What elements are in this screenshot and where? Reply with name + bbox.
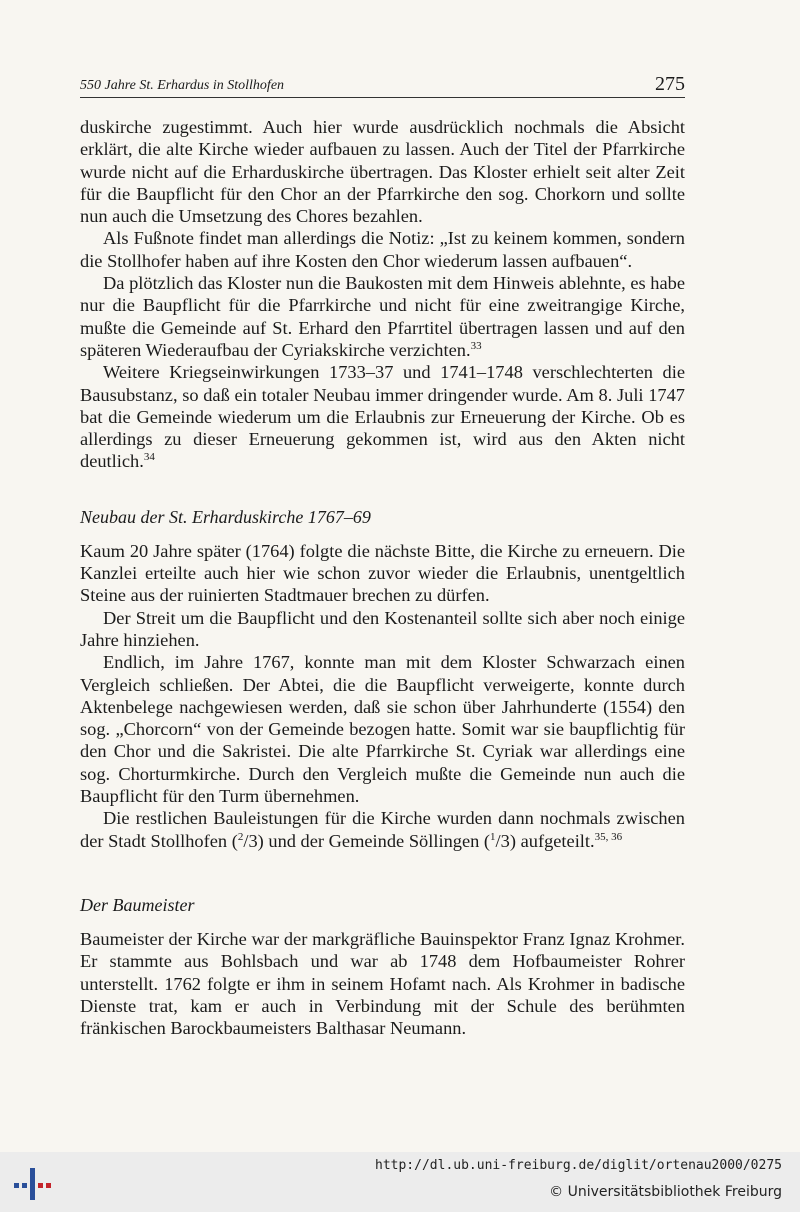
footer-bar xyxy=(0,1152,800,1212)
paragraph-text: Die restlichen Bauleistungen für die Kirche wurden dann nochmals zwischen der Stadt Stollhofen ( xyxy=(80,808,685,851)
paragraph-text: ) und der Gemeinde Söllingen ( xyxy=(257,830,491,851)
fraction-numerator: 1 xyxy=(490,830,496,843)
section-heading: Neubau der St. Erharduskirche 1767–69 xyxy=(80,506,371,527)
paragraph xyxy=(80,807,685,852)
paragraph: duskirche zugestimmt. Auch hier wurde ausdrücklich nochmals die Absicht erklärt, die alte Kirche wieder aufbauen zu lassen. Auch der Titel der Pfarrkirche wurde nicht auf die Erharduskirche übertragen. Das Kloster erhielt seit alter Zeit für die Baupflicht für den Chor an der Pfarrkirche den sog. Chorkorn und sollte nun auch die Umsetzung des Chores bezahlen. xyxy=(80,117,685,227)
copyright-notice: © Universitätsbibliothek Freiburg xyxy=(549,1184,782,1200)
footnote-ref: 34 xyxy=(143,451,155,464)
library-logo-icon xyxy=(12,1164,52,1204)
paragraph xyxy=(80,361,685,472)
paragraph: Als Fußnote findet man allerdings die Notiz: „Ist zu keinem kommen, sondern die Stollhofer haben auf ihre Kosten den Chor wiederum lassen aufbauen“. xyxy=(80,228,685,271)
paragraph xyxy=(80,272,685,361)
paragraph-text: Da plötzlich das Kloster nun die Baukosten mit dem Hinweis ablehnte, es habe nur die Baupflicht für die Pfarrkirche und nicht für eine zweitrangige Kirche, mußte die Gemeinde auf St. Erhard den Pfarrtitel übertragen lassen und auf den späteren Wiederaufbau der Cyriakskirche verzichten. xyxy=(80,273,685,360)
section-heading: Der Baumeister xyxy=(80,894,195,915)
paragraph-text: ) aufgeteilt. xyxy=(509,830,595,851)
fraction-denominator: /3 xyxy=(243,830,258,851)
paragraph-text: Weitere Kriegseinwirkungen 1733–37 und 1741–1748 verschlechterten die Bausubstanz, so daß ein totaler Neubau immer dringender wurde. Am 8. Juli 1747 bat die Gemeinde wiederum um die Erlaubnis zur Erneuerung der Kirche. Ob es allerdings zu dieser Erneuerung gekommen ist, wird aus den Akten nicht deutlich. xyxy=(80,362,685,472)
body-text xyxy=(80,116,685,1039)
paragraph: Der Streit um die Baupflicht und den Kostenanteil sollte sich aber noch einige Jahre hinziehen. xyxy=(80,607,685,650)
fraction xyxy=(238,831,258,851)
fraction xyxy=(490,831,510,851)
running-header xyxy=(80,75,685,98)
running-title: 550 Jahre St. Erhardus in Stollhofen xyxy=(80,78,285,93)
paragraph: Baumeister der Kirche war der markgräfliche Bauinspektor Franz Ignaz Krohmer. Er stammte aus Bohlsbach und war ab 1748 dem Hofbaumeister Rohrer unterstellt. 1762 folgte er ihm in seinem Hofamt nach. Als Krohmer in badische Dienste trat, kam er auch in Verbindung mit der Schule des berühmten fränkischen Barockbaumeisters Balthasar Neumann. xyxy=(80,928,685,1039)
source-url[interactable]: http://dl.ub.uni-freiburg.de/diglit/ortenau2000/0275 xyxy=(375,1158,782,1173)
paragraph: Endlich, im Jahre 1767, konnte man mit dem Kloster Schwarzach einen Vergleich schließen. Der Abtei, die die Baupflicht verweigerte, konnte durch Aktenbelege nachgewiesen werden, daß sie schon über Jahrhunderte (1554) den sog. „Chorcorn“ von der Gemeinde bezogen hatte. Somit war sie baupflichtig für den Chor und die Sakristei. Die alte Pfarrkirche St. Cyriak war allerdings eine sog. Chorturmkirche. Durch den Vergleich mußte die Gemeinde nun auch die Baupflicht für den Turm übernehmen. xyxy=(80,652,685,807)
footnote-ref: 33 xyxy=(470,339,482,352)
footnote-ref: 35, 36 xyxy=(594,830,623,843)
fraction-numerator: 2 xyxy=(237,830,244,843)
paragraph: Kaum 20 Jahre später (1764) folgte die nächste Bitte, die Kirche zu erneuern. Die Kanzlei erteilte auch hier wie schon zuvor wieder die Erlaubnis, unentgeltlich Steine aus der ruinierten Stadtmauer brechen zu dürfen. xyxy=(80,540,685,606)
page-number: 275 xyxy=(655,73,685,95)
fraction-denominator: /3 xyxy=(495,830,510,851)
